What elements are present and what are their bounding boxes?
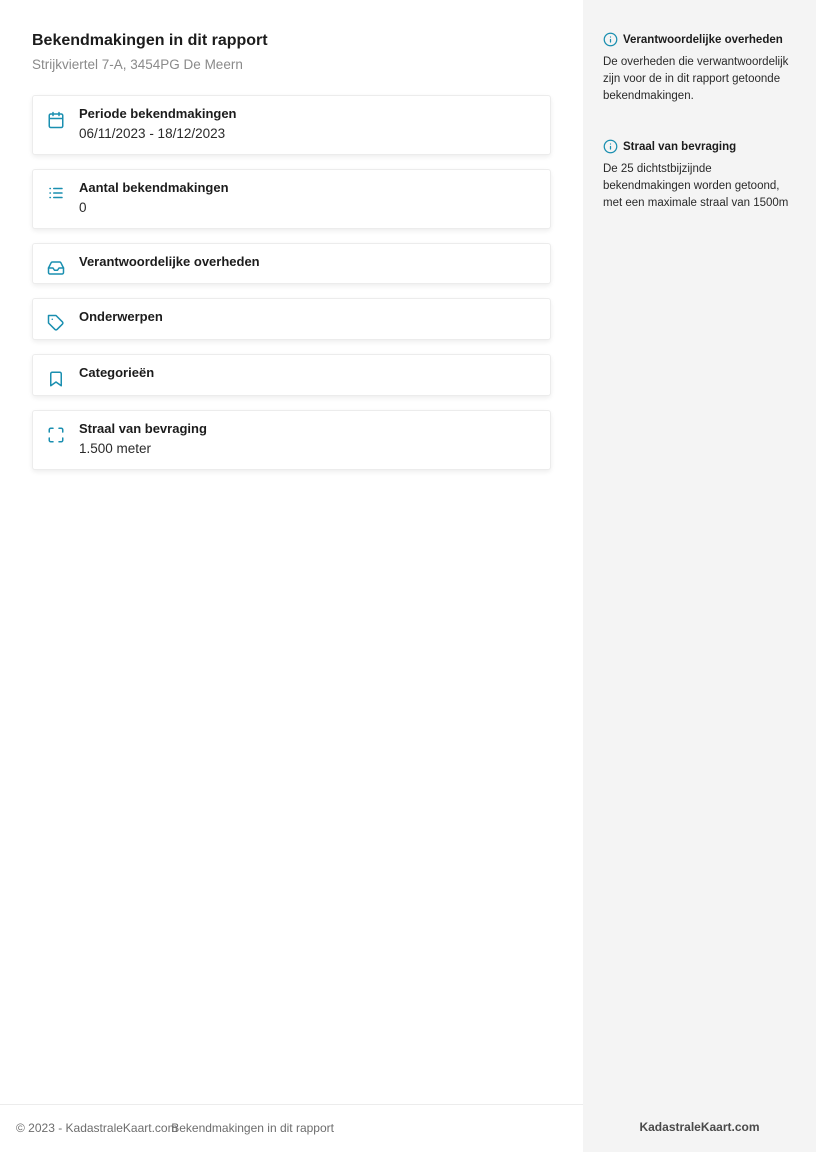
note-text: De 25 dichtstbijzijnde bekendmakingen worden getoond, met een maximale straal van 1500m bbox=[603, 163, 789, 209]
note-radius bbox=[603, 139, 799, 212]
card-value: 06/11/2023 - 18/12/2023 bbox=[79, 126, 226, 141]
info-icon bbox=[603, 32, 618, 47]
card-value: 0 bbox=[79, 200, 87, 215]
card-subjects bbox=[32, 298, 551, 340]
card-categories bbox=[32, 354, 551, 396]
card-radius bbox=[32, 410, 551, 470]
card-label: Aantal bekendmakingen bbox=[79, 180, 229, 195]
footer-divider bbox=[0, 1104, 583, 1105]
footer-copyright: © 2023 - KadastraleKaart.com bbox=[16, 1121, 178, 1135]
card-label: Categorieën bbox=[79, 365, 155, 380]
tag-icon bbox=[47, 314, 65, 332]
card-label: Straal van bevraging bbox=[79, 421, 207, 436]
footer-section: Bekendmakingen in dit rapport bbox=[171, 1121, 334, 1135]
address-subtitle: Strijkviertel 7-A, 3454PG De Meern bbox=[32, 57, 243, 72]
scan-icon bbox=[47, 426, 65, 444]
page-title: Bekendmakingen in dit rapport bbox=[32, 32, 268, 49]
card-label: Onderwerpen bbox=[79, 309, 163, 324]
footer-brand: KadastraleKaart.com bbox=[639, 1120, 760, 1134]
list-icon bbox=[47, 184, 65, 202]
note-text: De overheden die verwantwoordelijk zijn voor de in dit rapport getoonde bekendmakingen. bbox=[603, 56, 789, 102]
card-period bbox=[32, 95, 551, 155]
note-title: Straal van bevraging bbox=[623, 140, 737, 153]
inbox-icon bbox=[47, 259, 65, 277]
card-label: Periode bekendmakingen bbox=[79, 106, 237, 121]
card-value: 1.500 meter bbox=[79, 441, 152, 456]
card-label: Verantwoordelijke overheden bbox=[79, 254, 260, 269]
card-authorities bbox=[32, 243, 551, 284]
bookmark-icon bbox=[47, 370, 65, 388]
note-title: Verantwoordelijke overheden bbox=[623, 33, 783, 46]
note-authorities bbox=[603, 32, 799, 105]
info-icon bbox=[603, 139, 618, 154]
card-count bbox=[32, 169, 551, 229]
calendar-icon bbox=[47, 111, 65, 129]
